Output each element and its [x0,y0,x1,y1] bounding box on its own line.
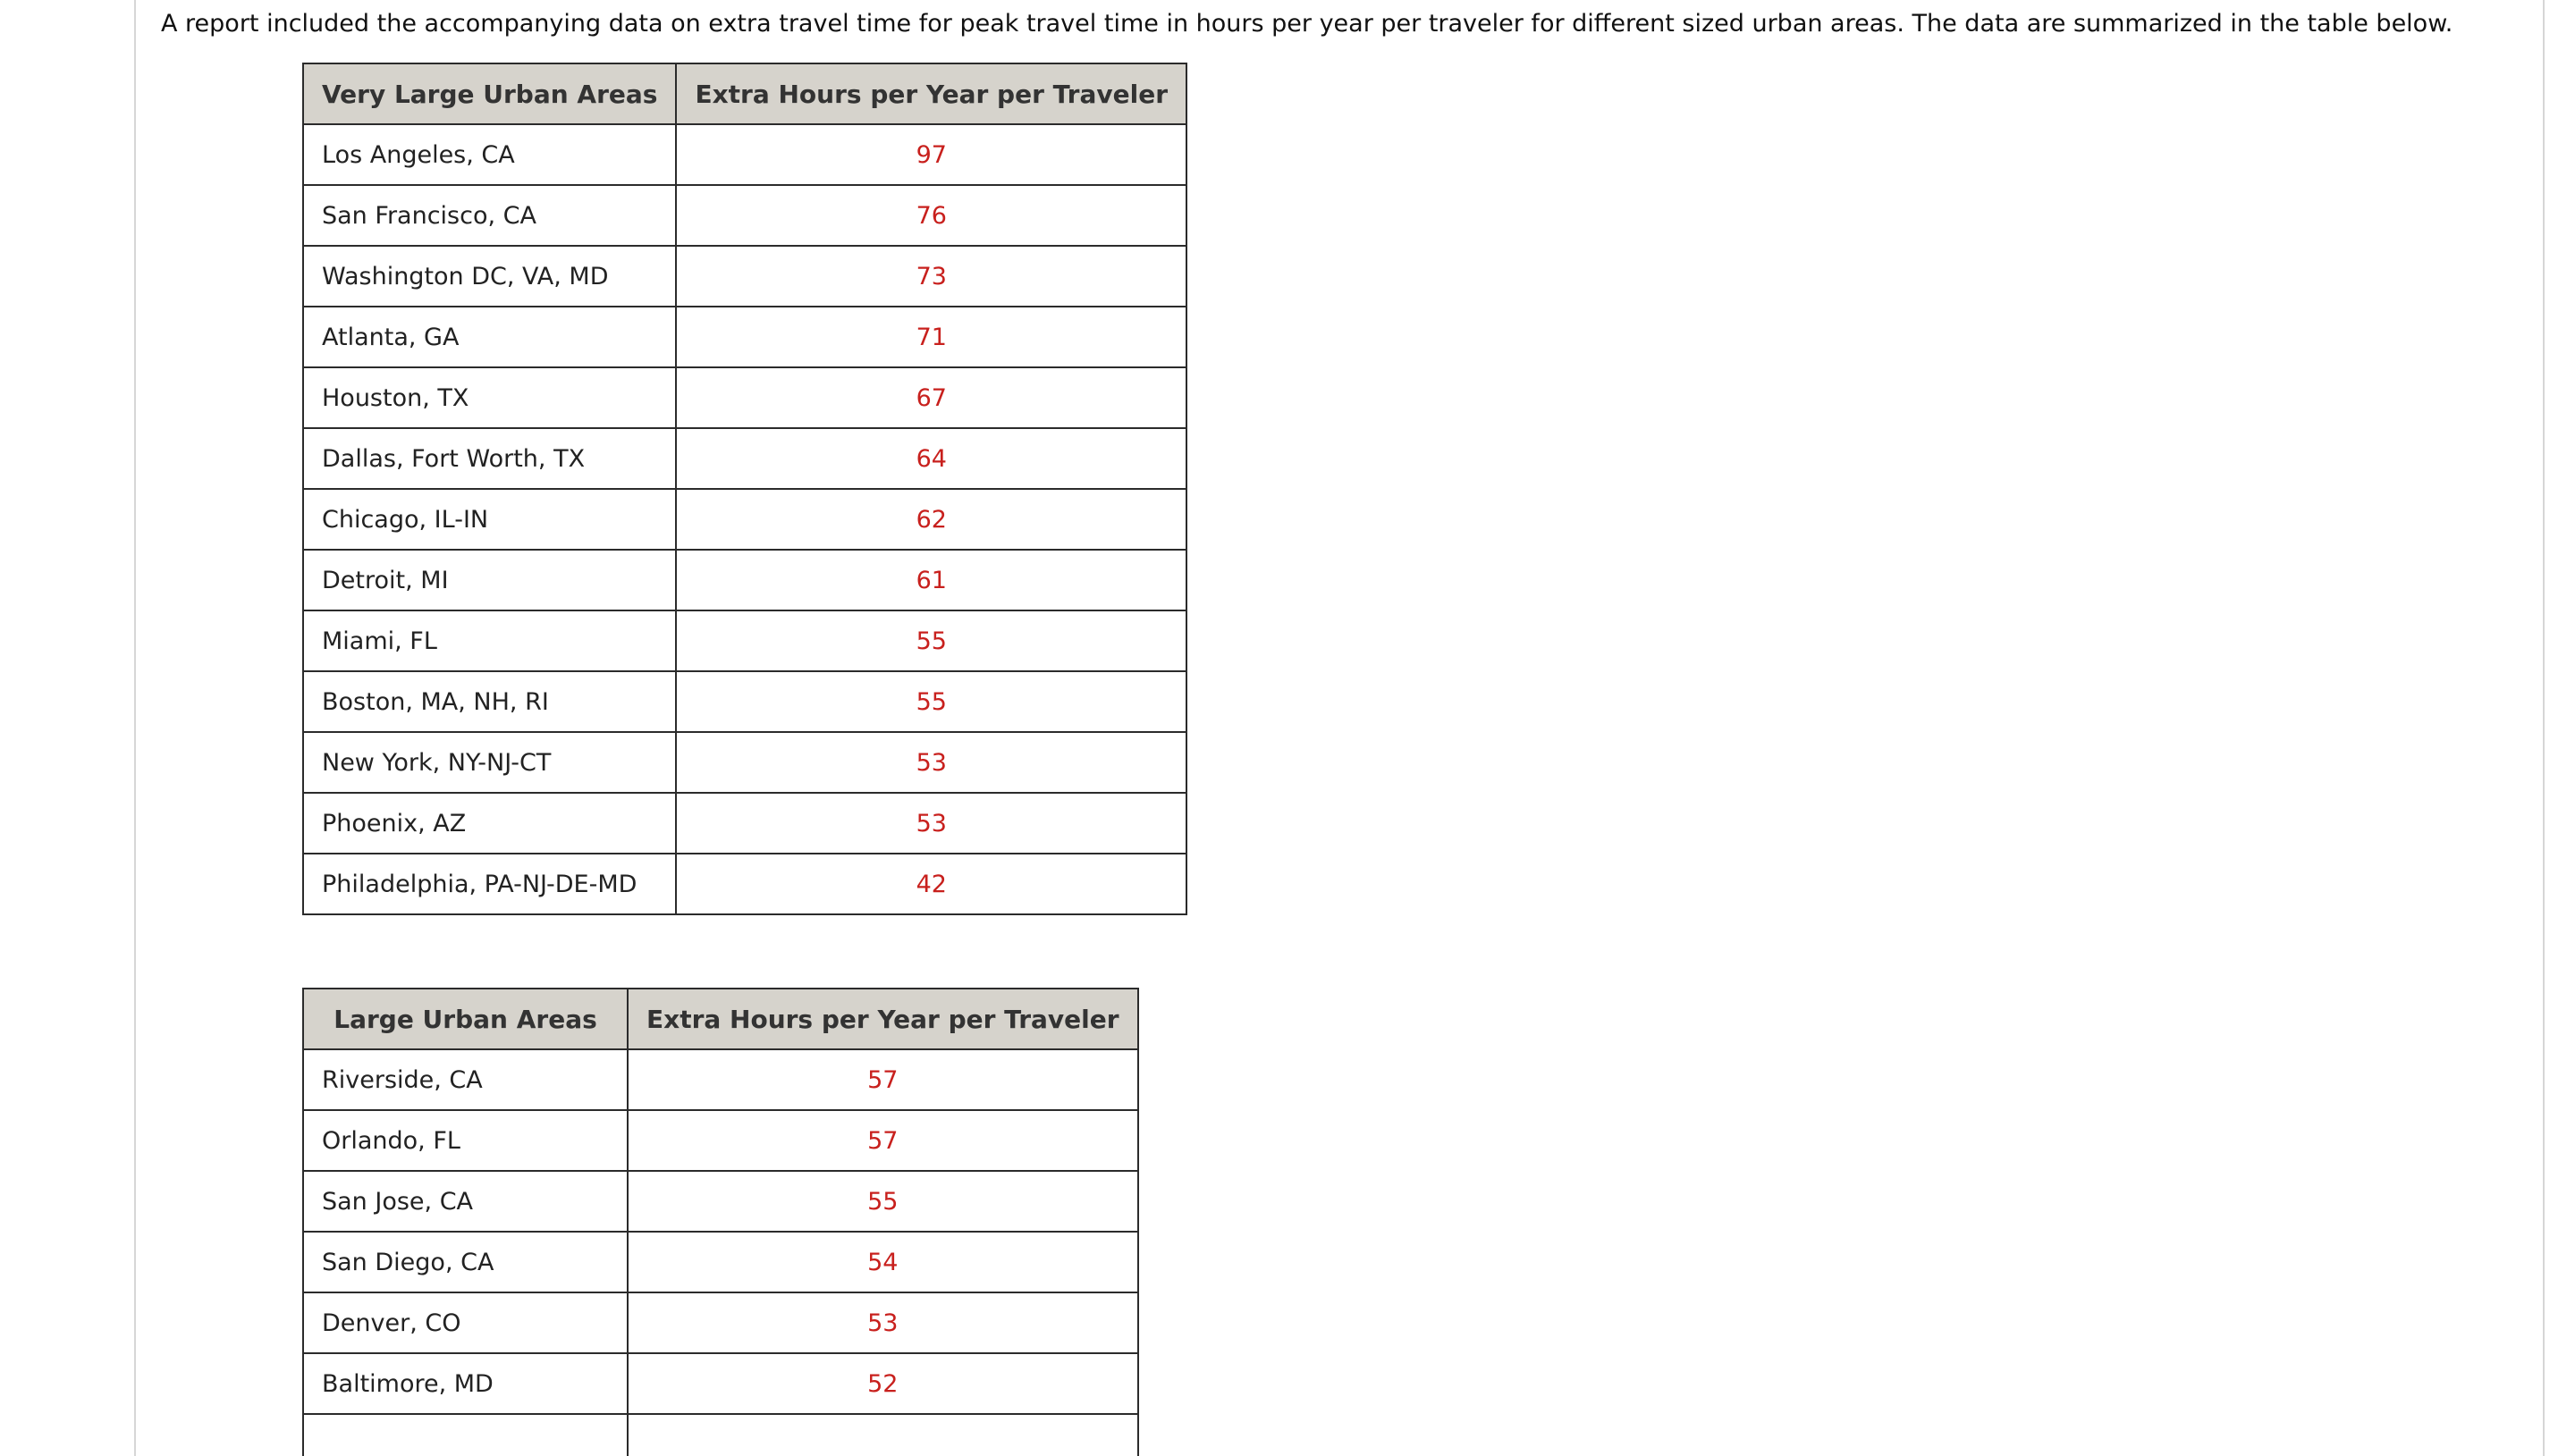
table-row [303,550,1186,610]
column-header-hours: Extra Hours per Year per Traveler [676,63,1186,124]
table-row [303,1414,1138,1456]
hours-cell: 62 [676,489,1186,550]
area-cell: Los Angeles, CA [303,124,676,185]
table-row [303,1049,1138,1110]
area-cell: Philadelphia, PA-NJ-DE-MD [303,854,676,914]
hours-cell: 57 [628,1049,1138,1110]
area-cell: Chicago, IL-IN [303,489,676,550]
hours-cell: 53 [628,1292,1138,1353]
hours-cell: 64 [676,428,1186,489]
area-cell: Baltimore, MD [303,1353,628,1414]
table-row [303,428,1186,489]
area-cell: Dallas, Fort Worth, TX [303,428,676,489]
table-row [303,307,1186,367]
table-row [303,1110,1138,1171]
table-row [303,124,1186,185]
area-cell: Houston, TX [303,367,676,428]
table-row [303,1353,1138,1414]
table-row [303,793,1186,854]
table-row [303,671,1186,732]
area-cell: Boston, MA, NH, RI [303,671,676,732]
hours-cell: 73 [676,246,1186,307]
area-cell [303,1414,628,1456]
table-header-row [303,989,1138,1049]
hours-cell: 42 [676,854,1186,914]
area-cell: Denver, CO [303,1292,628,1353]
table-row [303,732,1186,793]
table-row [303,185,1186,246]
table-row [303,1171,1138,1232]
column-header-area: Very Large Urban Areas [303,63,676,124]
hours-cell: 53 [676,732,1186,793]
hours-cell [628,1414,1138,1456]
hours-cell: 55 [628,1171,1138,1232]
table-row [303,854,1186,914]
table-row [303,367,1186,428]
table-row [303,610,1186,671]
hours-cell: 53 [676,793,1186,854]
area-cell: Atlanta, GA [303,307,676,367]
area-cell: New York, NY-NJ-CT [303,732,676,793]
hours-cell: 55 [676,610,1186,671]
table-row [303,489,1186,550]
intro-text: A report included the accompanying data on extra travel time for peak travel time in hours per year per traveler for different sized urban areas. The data are summarized in the table below. [161,10,2453,38]
very-large-urban-areas-table [302,63,1187,915]
table-header-row [303,63,1186,124]
hours-cell: 71 [676,307,1186,367]
hours-cell: 97 [676,124,1186,185]
area-cell: Phoenix, AZ [303,793,676,854]
hours-cell: 76 [676,185,1186,246]
area-cell: Washington DC, VA, MD [303,246,676,307]
area-cell: Orlando, FL [303,1110,628,1171]
hours-cell: 52 [628,1353,1138,1414]
table-row [303,246,1186,307]
column-header-hours: Extra Hours per Year per Traveler [628,989,1138,1049]
table-row [303,1232,1138,1292]
hours-cell: 57 [628,1110,1138,1171]
table-row [303,1292,1138,1353]
column-header-area: Large Urban Areas [303,989,628,1049]
area-cell: Riverside, CA [303,1049,628,1110]
area-cell: San Francisco, CA [303,185,676,246]
large-urban-areas-table [302,988,1139,1456]
hours-cell: 54 [628,1232,1138,1292]
area-cell: Miami, FL [303,610,676,671]
area-cell: San Jose, CA [303,1171,628,1232]
hours-cell: 67 [676,367,1186,428]
area-cell: Detroit, MI [303,550,676,610]
area-cell: San Diego, CA [303,1232,628,1292]
hours-cell: 61 [676,550,1186,610]
hours-cell: 55 [676,671,1186,732]
